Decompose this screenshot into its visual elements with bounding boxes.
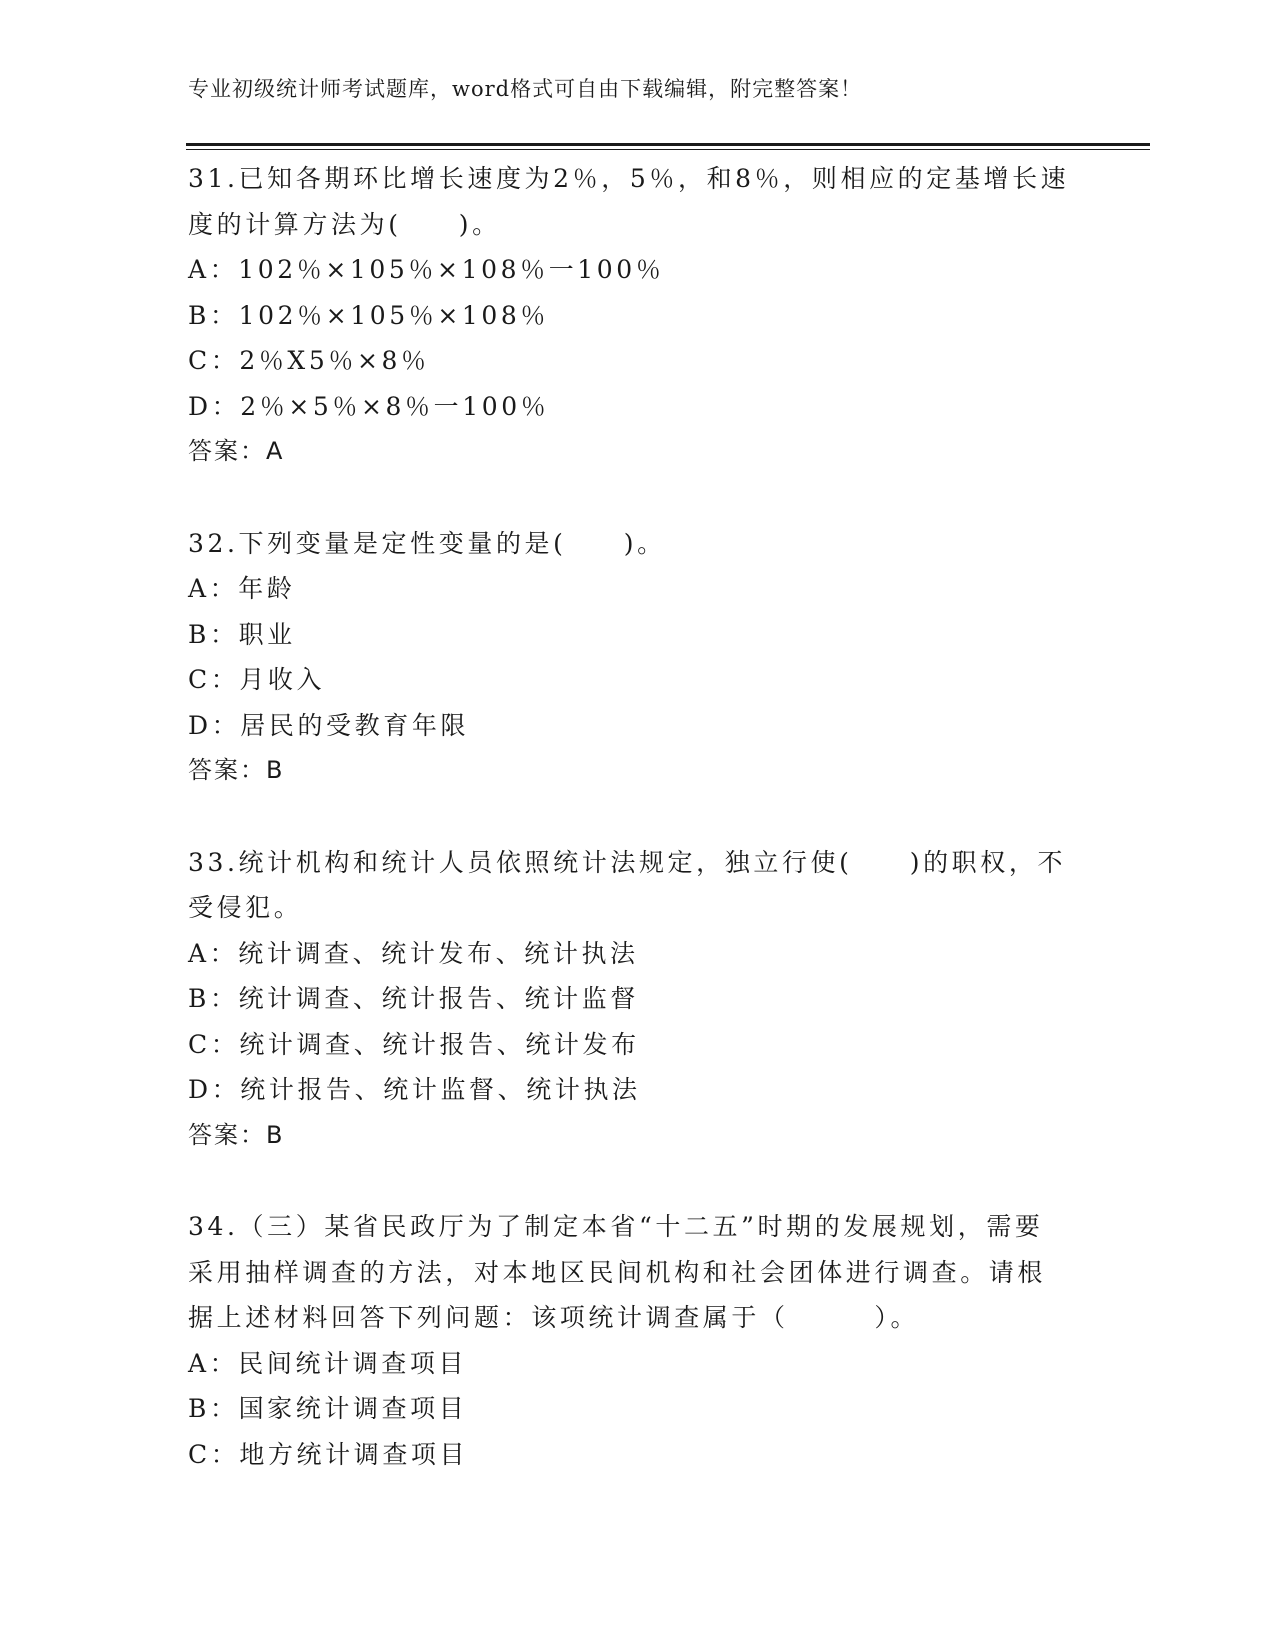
option-c: C：地方统计调查项目	[188, 1439, 469, 1469]
option-c: C：2％X5％×8％	[188, 346, 430, 375]
question-list	[188, 156, 1088, 1523]
header-divider-thin	[186, 149, 1150, 150]
option-d: D：2％×5％×8％一100％	[188, 391, 550, 421]
question-stem-line: 32.下列变量是定性变量的是( )。	[188, 528, 666, 558]
answer-line: 答案：A	[188, 437, 285, 465]
option-a: A：民间统计调查项目	[188, 1348, 468, 1378]
option-c: C：月收入	[188, 665, 326, 694]
question-stem-line: 31.已知各期环比增长速度为2％，5％，和8％，则相应的定基增长速	[188, 164, 1070, 193]
option-a: A：年龄	[188, 574, 296, 603]
option-a: A：统计调查、统计发布、统计执法	[188, 938, 639, 968]
question-33	[188, 840, 1088, 1159]
answer-line: 答案：B	[188, 1120, 285, 1149]
question-stem-line: 33.统计机构和统计人员依照统计法规定，独立行使( )的职权，不	[188, 847, 1067, 877]
option-b: B：国家统计调查项目	[188, 1394, 468, 1423]
header-divider-thick	[186, 143, 1150, 146]
option-b: B：统计调查、统计报告、统计监督	[188, 984, 639, 1013]
question-stem-line: 度的计算方法为( )。	[188, 209, 501, 239]
answer-line: 答案：B	[188, 756, 285, 784]
question-stem-line: 受侵犯。	[188, 893, 303, 922]
option-c: C：统计调查、统计报告、统计发布	[188, 1029, 640, 1059]
question-stem-line: 据上述材料回答下列问题：该项统计调查属于（ ）。	[188, 1303, 920, 1332]
question-31	[188, 156, 1088, 475]
question-stem-line: 34.（三）某省民政厅为了制定本省“十二五”时期的发展规划，需要	[188, 1212, 1044, 1241]
option-b: B：102％×105％×108％	[188, 300, 550, 330]
question-stem-line: 采用抽样调查的方法，对本地区民间机构和社会团体进行调查。请根	[188, 1257, 1047, 1287]
option-a: A：102％×105％×108％一100％	[188, 255, 665, 284]
option-b: B：职业	[188, 619, 296, 649]
question-34	[188, 1204, 1088, 1477]
option-d: D：居民的受教育年限	[188, 710, 470, 740]
page-header: 专业初级统计师考试题库，word格式可自由下载编辑，附完整答案！	[188, 77, 863, 101]
question-32	[188, 521, 1088, 794]
option-d: D：统计报告、统计监督、统计执法	[188, 1075, 641, 1104]
